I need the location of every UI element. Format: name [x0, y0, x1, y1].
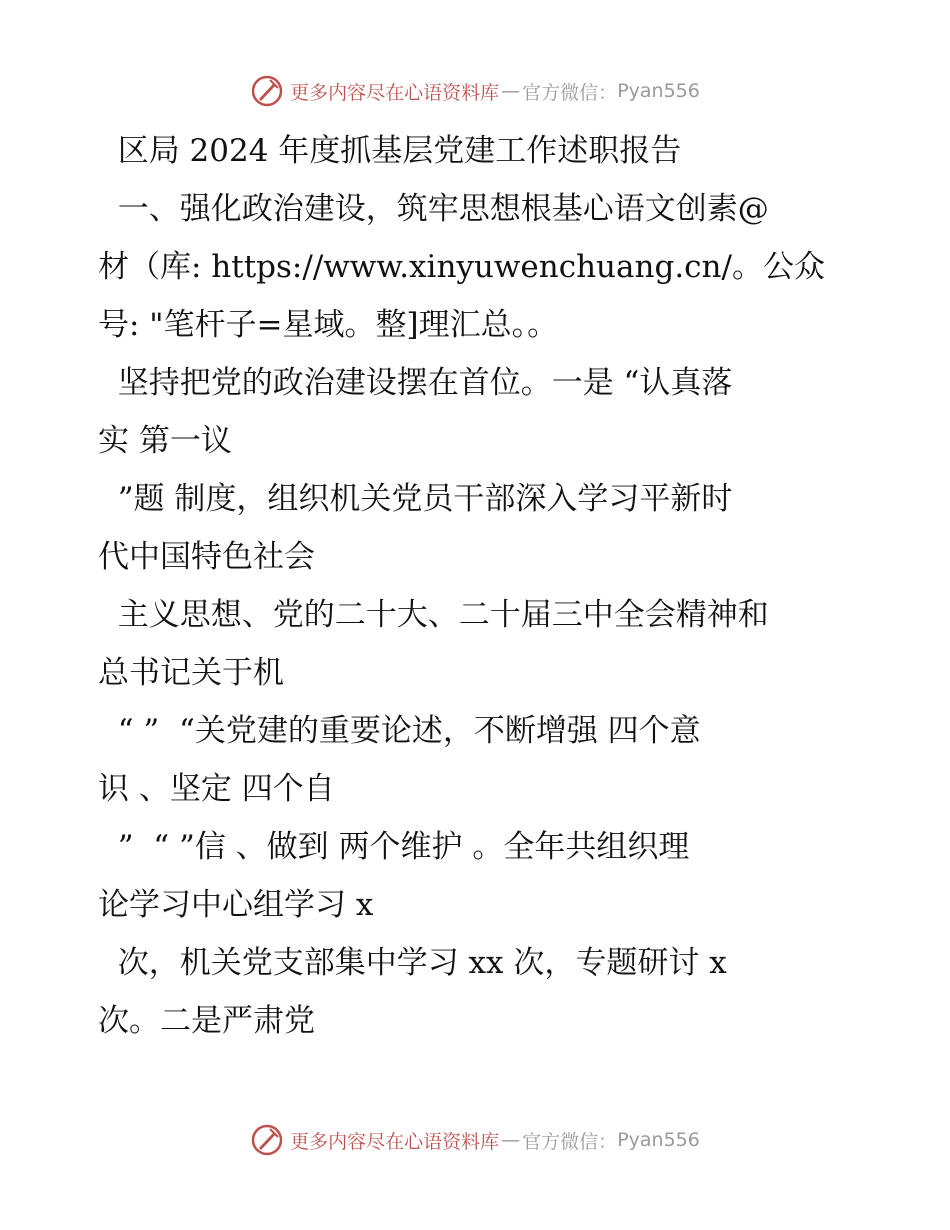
- watermark-brand: 更多内容尽在心语资料库: [290, 1130, 500, 1153]
- document-body: [98, 122, 858, 1050]
- text-line: 一、强化政治建设，筑牢思想根基心语文创素@: [98, 191, 769, 227]
- text-line: 主义思想、党的二十大、二十届三中全会精神和: [98, 597, 769, 633]
- watermark-label: 官方微信：: [522, 81, 618, 104]
- text-line: 号: "笔杆子=星域。整]理汇总。。: [98, 307, 559, 343]
- footer-watermark: [0, 1120, 950, 1160]
- watermark-brand: 更多内容尽在心语资料库: [290, 81, 500, 104]
- header-watermark: [0, 71, 950, 111]
- text-line: 材（库: https://www.xinyuwenchuang.cn/。公众: [98, 249, 825, 285]
- watermark-label: 官方微信：: [522, 1130, 618, 1153]
- text-line: 实 第一议: [98, 423, 232, 459]
- document-title: 区局 2024 年度抓基层党建工作述职报告: [98, 133, 682, 169]
- text-line: 次。二是严肃党: [98, 1003, 315, 1039]
- watermark-separator: —: [501, 80, 521, 102]
- text-line: 坚持把党的政治建设摆在首位。一是 “认真落: [98, 365, 733, 401]
- text-line: ”题 制度，组织机关党员干部深入学习平新时: [98, 481, 733, 517]
- watermark-separator: —: [501, 1129, 521, 1151]
- quill-logo-icon: [250, 74, 284, 108]
- text-line: 次，机关党支部集中学习 xx 次，专题研讨 x: [98, 945, 727, 981]
- text-line: 论学习中心组学习 x: [98, 887, 374, 923]
- text-line: 代中国特色社会: [98, 539, 315, 575]
- text-line: 识 、坚定 四个自: [98, 771, 335, 807]
- text-line: 总书记关于机: [98, 655, 284, 691]
- watermark-wechat-id: Pyan556: [617, 1129, 700, 1151]
- quill-logo-icon: [250, 1123, 284, 1157]
- watermark-wechat-id: Pyan556: [617, 80, 700, 102]
- text-line: ” “ ”信 、做到 两个维护 。全年共组织理: [98, 829, 690, 865]
- text-line: “ ” “关党建的重要论述，不断增强 四个意: [98, 713, 701, 749]
